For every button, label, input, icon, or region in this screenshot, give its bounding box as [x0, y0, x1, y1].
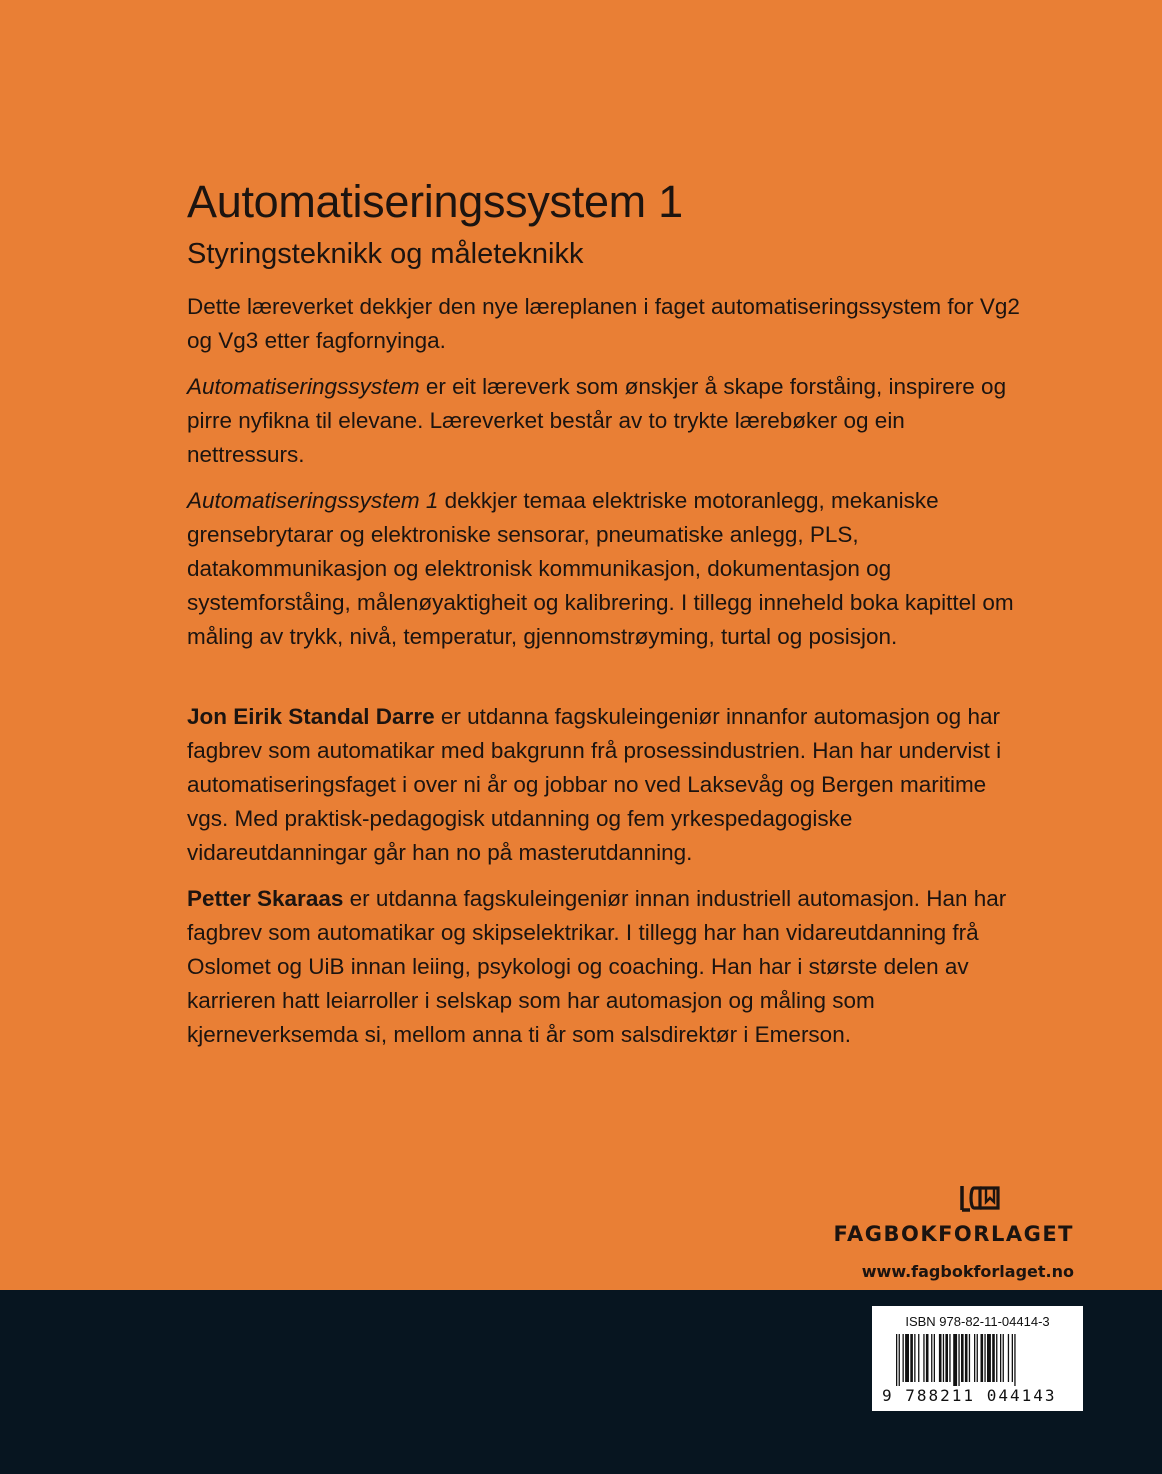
- isbn-text: ISBN 978-82-11-04414-3: [905, 1314, 1050, 1329]
- barcode-bar: [945, 1334, 948, 1382]
- publisher-block: [834, 1182, 1074, 1281]
- publisher-name: FAGBOKFORLAGET: [833, 1222, 1074, 1246]
- book-title-italic: Automatiseringssystem 1: [187, 488, 439, 513]
- barcode-bar: [984, 1334, 985, 1382]
- cover-text: [187, 172, 1027, 1052]
- publisher-url: www.fagbokforlaget.no: [861, 1262, 1074, 1281]
- book-logo-icon: [960, 1182, 1000, 1214]
- description-paragraph-3-text: dekkjer temaa elektriske motoranlegg, mekaniske grensebrytarar og elektroniske sensorar, pneumatiske anlegg, PLS, datakommunikasjon og elektronisk kommunikasjon, dokumentasjon og systemforståing, målenøyaktigheit og kalibrering. I tillegg inneheld boka kapittel om måling av trykk, nivå, temperatur, gjennomstrøyming, turtal og posisjon.: [187, 488, 1014, 649]
- author-bio-1: [187, 700, 1027, 870]
- description-paragraph-1: Dette læreverket dekkjer den nye læreplanen i faget automatiseringssystem for Vg2 og Vg3 etter fagfornyinga.: [187, 294, 1020, 353]
- barcode-bar: [974, 1334, 975, 1382]
- barcode-bar: [899, 1334, 900, 1386]
- barcode-bar: [958, 1334, 959, 1386]
- barcode-bar: [939, 1334, 942, 1382]
- barcode-digits: 9 788211 044143: [882, 1386, 1057, 1405]
- author-name-2: Petter Skaraas: [187, 886, 344, 911]
- barcode-bar: [896, 1334, 897, 1386]
- barcode: [882, 1334, 1077, 1386]
- description-paragraph-2-text: er eit læreverk som ønskjer å skape forståing, inspirere og pirre nyfikna til elevane. Læreverket består av to trykte lærebøker og ein nettressurs.: [187, 374, 1007, 467]
- barcode-bar: [1008, 1334, 1009, 1382]
- barcode-bar: [923, 1334, 924, 1382]
- book-subtitle: Styringsteknikk og måleteknikk: [187, 238, 584, 270]
- author-bio-2-text: er utdanna fagskuleingeniør innan industriell automasjon. Han har fagbrev som automatikar og skipselektrikar. I tillegg har han vidareutdanning frå Oslomet og UiB innan leiing, psykologi og coaching. Han har i største delen av karrieren hatt leiarroller i selskap som har automasjon og måling som kjerneverksemda si, mellom anna ti år som salsdirektør i Emerson.: [187, 886, 1007, 1047]
- barcode-bar: [943, 1334, 944, 1382]
- barcode-bar: [965, 1334, 968, 1382]
- author-bio-2: [187, 882, 1027, 1052]
- barcode-label: [872, 1306, 1083, 1411]
- author-name-1: Jon Eirik Standal Darre: [187, 704, 435, 729]
- barcode-bar: [969, 1334, 970, 1382]
- barcode-bar: [977, 1334, 978, 1382]
- barcode-bar: [1003, 1334, 1004, 1382]
- barcode-bar: [949, 1334, 950, 1382]
- author-bio-1-text: er utdanna fagskuleingeniør innanfor automasjon og har fagbrev som automatikar med bakgrunn frå prosessindustrien. Han har undervist i automatiseringsfaget i over ni år og jobbar no ved Laksevåg og Bergen maritime vgs. Med praktisk-pedagogisk utdanning og fem yrkespedagogiske vidareutdanningar går han no på masterutdanning.: [187, 704, 1002, 865]
- barcode-bar: [981, 1334, 984, 1382]
- barcode-bar: [1000, 1334, 1001, 1382]
- barcode-bar: [1014, 1334, 1015, 1386]
- barcode-bar: [996, 1334, 997, 1382]
- barcode-bar: [987, 1334, 991, 1382]
- barcode-bar: [953, 1334, 957, 1386]
- barcode-bar: [903, 1334, 904, 1382]
- barcode-bar: [926, 1334, 929, 1382]
- barcode-bar: [961, 1334, 964, 1382]
- barcode-bar: [918, 1334, 919, 1382]
- barcode-bar: [914, 1334, 915, 1382]
- barcode-bar: [1012, 1334, 1013, 1382]
- barcode-bar: [992, 1334, 995, 1382]
- barcode-bar: [905, 1334, 909, 1382]
- barcode-bar: [934, 1334, 935, 1382]
- book-title: Automatiseringssystem 1: [187, 176, 683, 227]
- barcode-bar: [931, 1334, 932, 1382]
- description-paragraph-3: [187, 484, 1027, 654]
- barcode-bar: [910, 1334, 913, 1382]
- description-paragraph-2: [187, 370, 1027, 472]
- series-title-italic: Automatiseringssystem: [187, 374, 420, 399]
